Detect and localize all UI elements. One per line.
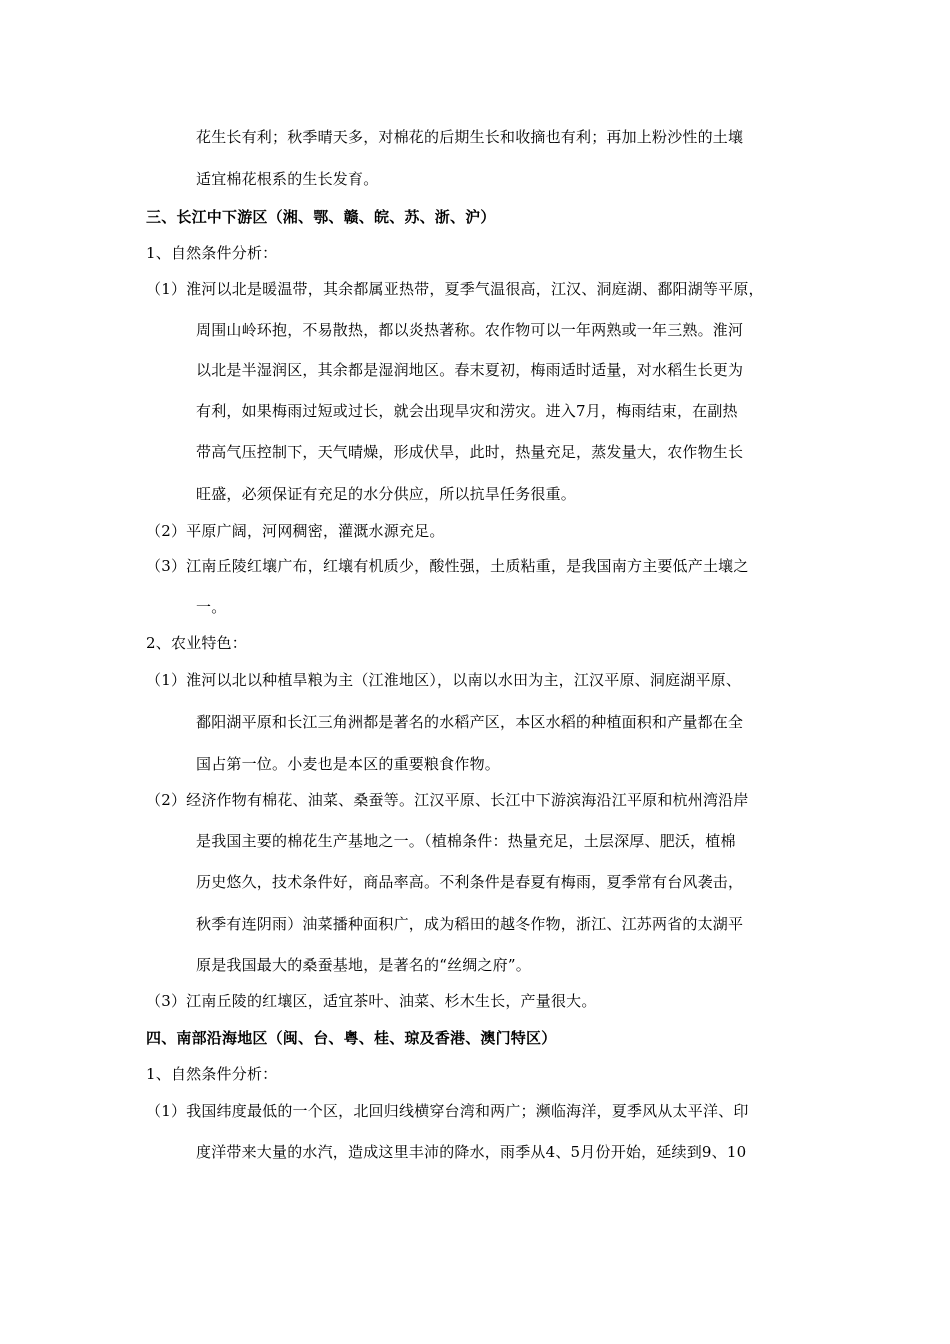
list-item: （1）淮河以北是暖温带，其余都属亚热带，夏季气温很高，江汉、洞庭湖、鄱阳湖等平原， bbox=[146, 280, 764, 298]
list-item: （3）江南丘陵红壤广布，红壤有机质少，酸性强，土质粘重，是我国南方主要低产土壤之 bbox=[146, 557, 749, 575]
paragraph-line: 花生长有利；秋季晴天多，对棉花的后期生长和收摘也有利；再加上粉沙性的土壤 bbox=[196, 128, 744, 146]
paragraph-line: 鄱阳湖平原和长江三角洲都是著名的水稻产区，本区水稻的种植面积和产量都在全 bbox=[196, 713, 744, 731]
paragraph-line: 是我国主要的棉花生产基地之一。（植棉条件：热量充足，土层深厚、肥沃，植棉 bbox=[196, 832, 736, 850]
paragraph-line: 适宜棉花根系的生长发育。 bbox=[196, 170, 379, 188]
paragraph-line: 原是我国最大的桑蚕基地，是著名的“丝绸之府”。 bbox=[196, 956, 531, 974]
section-heading: 四、南部沿海地区（闽、台、粤、桂、琼及香港、澳门特区） bbox=[146, 1029, 557, 1047]
paragraph-line: 历史悠久，技术条件好，商品率高。不利条件是春夏有梅雨，夏季常有台风袭击， bbox=[196, 873, 744, 891]
list-item: （2）平原广阔，河网稠密，灌溉水源充足。 bbox=[146, 522, 445, 540]
paragraph-line: 度洋带来大量的水汽，造成这里丰沛的降水，雨季从4、5月份开始，延续到9、10 bbox=[196, 1143, 747, 1161]
subsection-heading: 1、自然条件分析： bbox=[146, 244, 278, 262]
paragraph-line: 旺盛，必须保证有充足的水分供应，所以抗旱任务很重。 bbox=[196, 485, 577, 503]
paragraph-line: 周围山岭环抱，不易散热，都以炎热著称。农作物可以一年两熟或一年三熟。淮河 bbox=[196, 321, 744, 339]
list-item: （2）经济作物有棉花、油菜、桑蚕等。江汉平原、长江中下游滨海沿江平原和杭州湾沿岸 bbox=[146, 791, 749, 809]
list-item: （1）淮河以北以种植旱粮为主（江淮地区），以南以水田为主，江汉平原、洞庭湖平原、 bbox=[146, 671, 742, 689]
paragraph-line: 国占第一位。小麦也是本区的重要粮食作物。 bbox=[196, 755, 501, 773]
paragraph-line: 带高气压控制下，天气晴燥，形成伏旱，此时，热量充足，蒸发量大，农作物生长 bbox=[196, 443, 744, 461]
subsection-heading: 1、自然条件分析： bbox=[146, 1065, 278, 1083]
list-item: （1）我国纬度最低的一个区，北回归线横穿台湾和两广；濒临海洋，夏季风从太平洋、印 bbox=[146, 1102, 749, 1120]
section-heading: 三、长江中下游区（湘、鄂、赣、皖、苏、浙、沪） bbox=[146, 208, 496, 226]
paragraph-line: 秋季有连阴雨）油菜播种面积广，成为稻田的越冬作物，浙江、江苏两省的太湖平 bbox=[196, 915, 744, 933]
paragraph-line: 有利，如果梅雨过短或过长，就会出现旱灾和涝灾。进入7月，梅雨结束，在副热 bbox=[196, 402, 738, 420]
subsection-heading: 2、农业特色： bbox=[146, 634, 247, 652]
paragraph-line: 以北是半湿润区，其余都是湿润地区。春末夏初，梅雨适时适量，对水稻生长更为 bbox=[196, 361, 744, 379]
list-item: （3）江南丘陵的红壤区，适宜茶叶、油菜、杉木生长，产量很大。 bbox=[146, 992, 597, 1010]
paragraph-line: 一。 bbox=[196, 598, 227, 616]
